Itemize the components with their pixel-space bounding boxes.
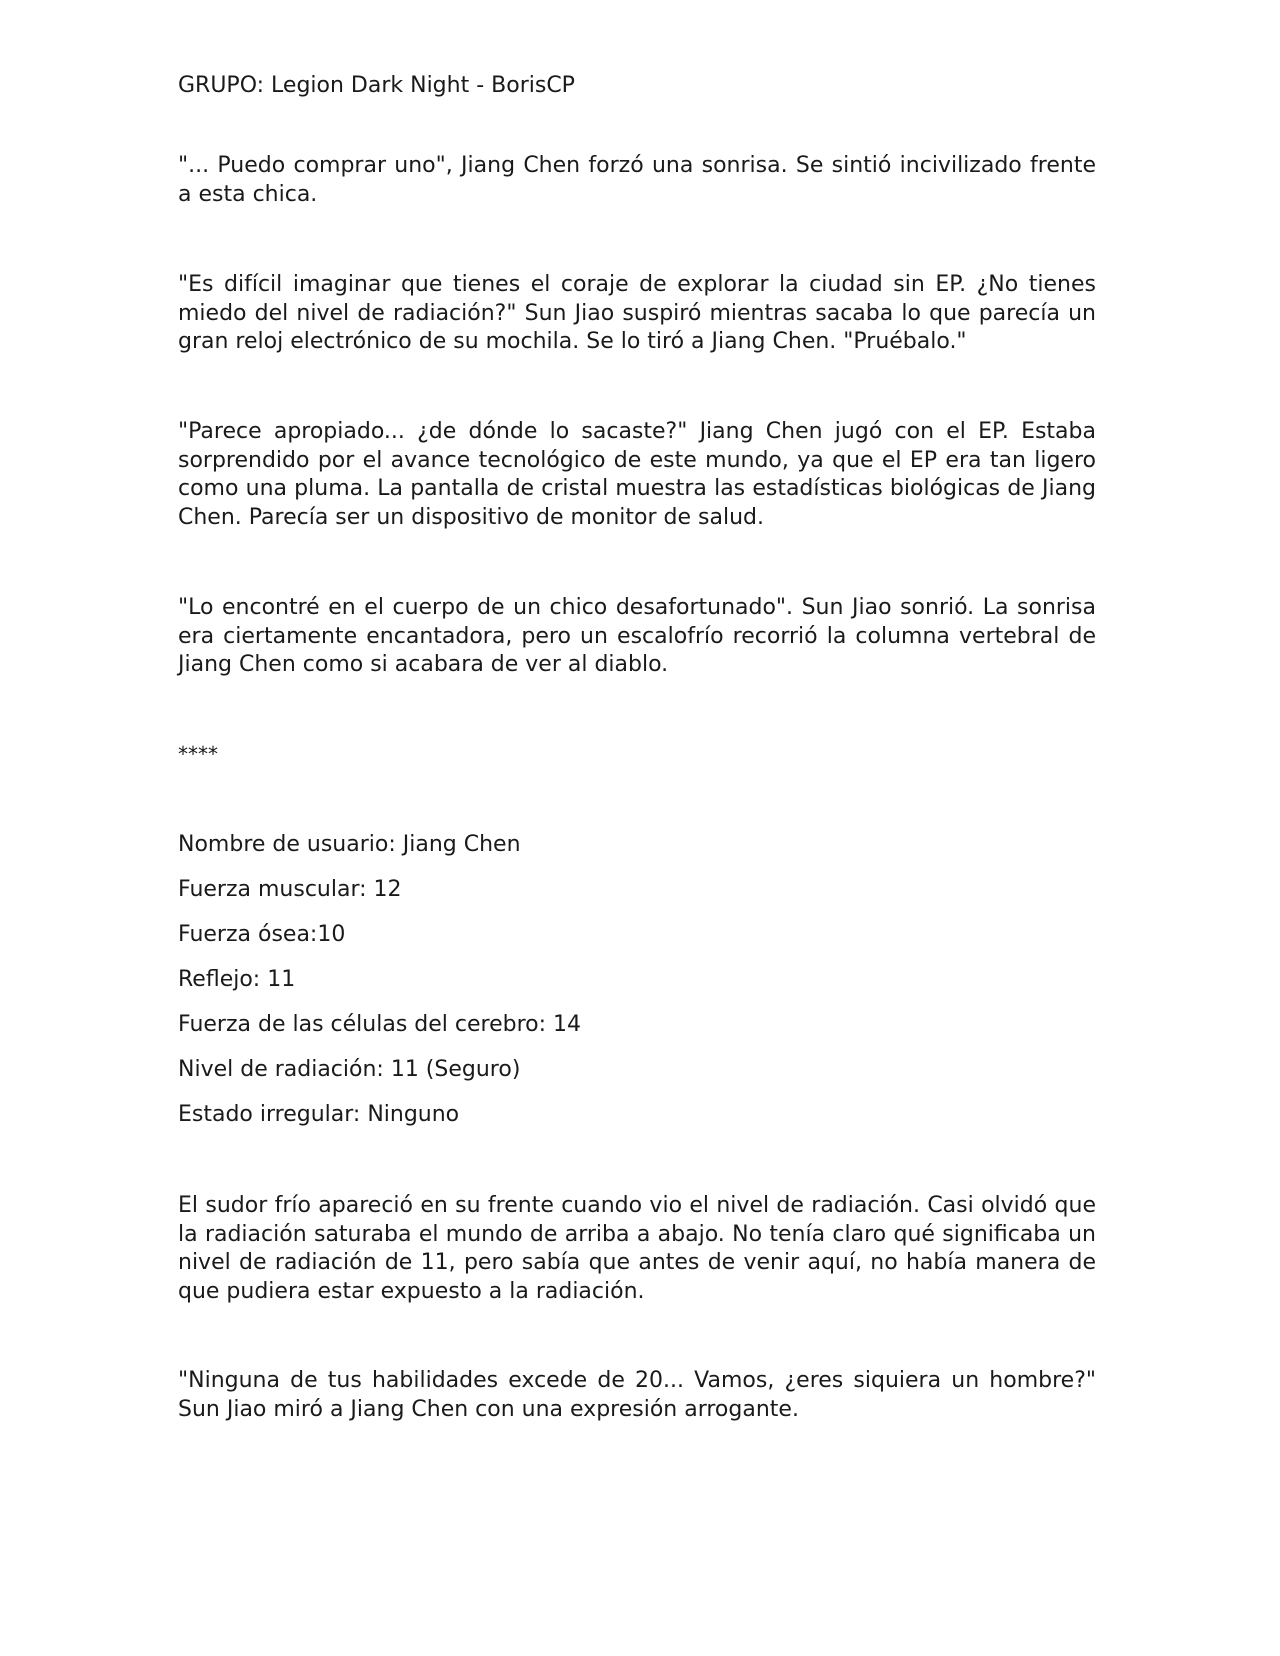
stat-line: Nombre de usuario: Jiang Chen (178, 832, 521, 857)
paragraph: "Ninguna de tus habilidades excede de 20... Vamos, ¿eres siquiera un hombre?" Sun Jiao miró a Jiang Chen con una expresión arrogante. (178, 1368, 1096, 1422)
stat-line: Fuerza muscular: 12 (178, 877, 402, 902)
section-separator: **** (178, 742, 218, 766)
stat-line: Reflejo: 11 (178, 967, 296, 992)
stat-line: Estado irregular: Ninguno (178, 1102, 460, 1127)
paragraph: "Parece apropiado... ¿de dónde lo sacaste?" Jiang Chen jugó con el EP. Estaba sorprendido por el avance tecnológico de este mundo, ya que el EP era tan ligero como una pluma. La pantalla de cristal muestra las estadísticas biológicas de Jiang Chen. Parecía ser un dispositivo de monitor de salud. (178, 419, 1096, 530)
paragraph: "Es difícil imaginar que tienes el coraje de explorar la ciudad sin EP. ¿No tienes miedo del nivel de radiación?" Sun Jiao suspiró mientras sacaba lo que parecía un gran reloj electrónico de su mochila. Se lo tiró a Jiang Chen. "Pruébalo." (178, 272, 1096, 354)
stat-line: Fuerza ósea:10 (178, 922, 346, 947)
stat-line: Fuerza de las células del cerebro: 14 (178, 1012, 581, 1037)
stat-line: Nivel de radiación: 11 (Seguro) (178, 1057, 521, 1082)
paragraph: "... Puedo comprar uno", Jiang Chen forzó una sonrisa. Se sintió incivilizado frente a esta chica. (178, 153, 1096, 207)
group-header: GRUPO: Legion Dark Night - BorisCP (178, 73, 575, 98)
paragraph: El sudor frío apareció en su frente cuando vio el nivel de radiación. Casi olvidó que la radiación saturaba el mundo de arriba a abajo. No tenía claro qué significaba un nivel de radiación de 11, pero sabía que antes de venir aquí, no había manera de que pudiera estar expuesto a la radiación. (178, 1193, 1096, 1304)
paragraph: "Lo encontré en el cuerpo de un chico desafortunado". Sun Jiao sonrió. La sonrisa era ciertamente encantadora, pero un escalofrío recorrió la columna vertebral de Jiang Chen como si acabara de ver al diablo. (178, 595, 1096, 677)
